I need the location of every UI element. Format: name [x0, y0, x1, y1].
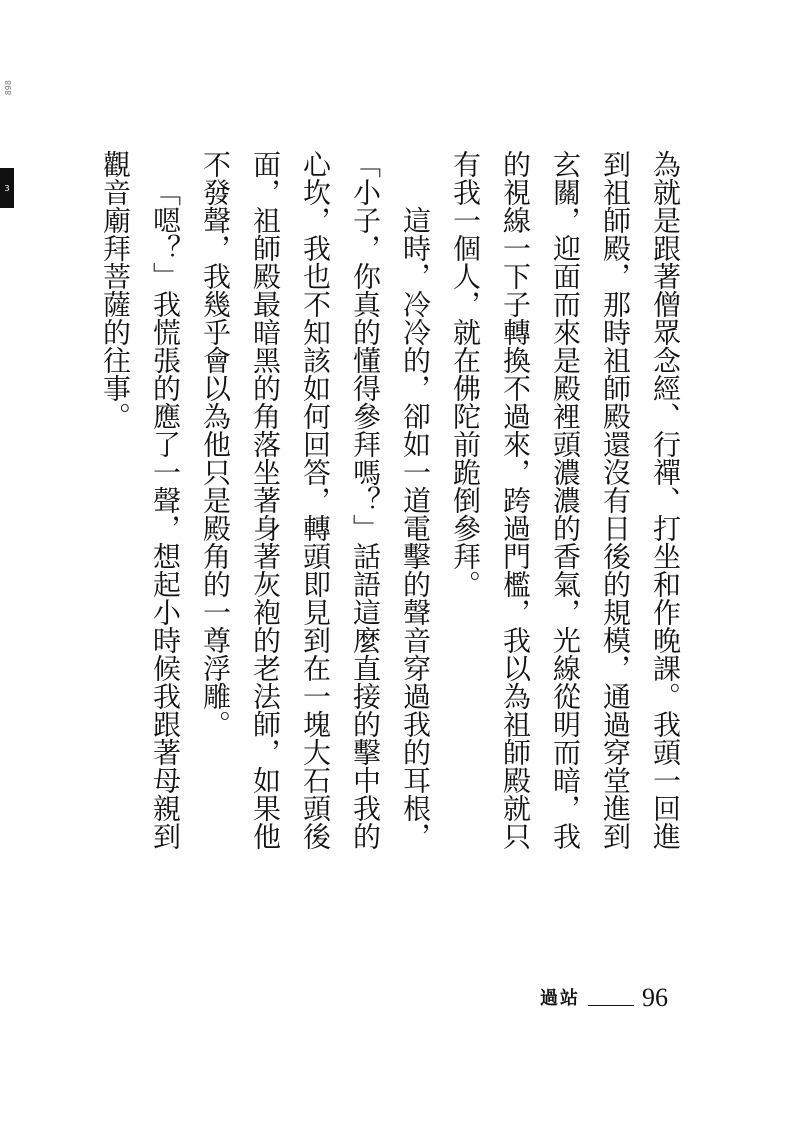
- running-title: 過站: [540, 988, 580, 1009]
- page-number: 96: [642, 983, 668, 1012]
- page-footer: [540, 985, 668, 1011]
- footer-rule-line: [588, 1005, 634, 1006]
- paragraph-3: 「嗯？」我慌張的應了一聲，想起小時候我跟著母親到觀音廟拜菩薩的往事。: [99, 150, 182, 850]
- paragraph-1: 為就是跟著僧眾念經、行禪、打坐和作晚課。我頭一回進到祖師殿，那時祖師殿還沒有日後的規模，通過穿堂進到玄關，迎面而來是殿裡頭濃濃的香氣，光線從明而暗，我的視線一下子轉換不過來，跨過門檻，我以為祖師殿就只有我一個人，就在佛陀前跪倒參拜。: [449, 150, 682, 850]
- vertical-text-body: [90, 150, 690, 870]
- paragraph-2: 這時，冷冷的，卻如一道電擊的聲音穿過我的耳根，「小子，你真的懂得參拜嗎？」話語這麼直接的擊中我的心坎，我也不知該如何回答，轉頭即見到在一塊大石頭後面，祖師殿最暗黑的角落坐著身著灰袍的老法師，如果他不發聲，我幾乎會以為他只是殿角的一尊浮雕。: [199, 150, 432, 850]
- page-edge-label: 898: [4, 80, 13, 96]
- chapter-tab-marker: [0, 168, 14, 208]
- chapter-tab-label: 3: [4, 183, 10, 193]
